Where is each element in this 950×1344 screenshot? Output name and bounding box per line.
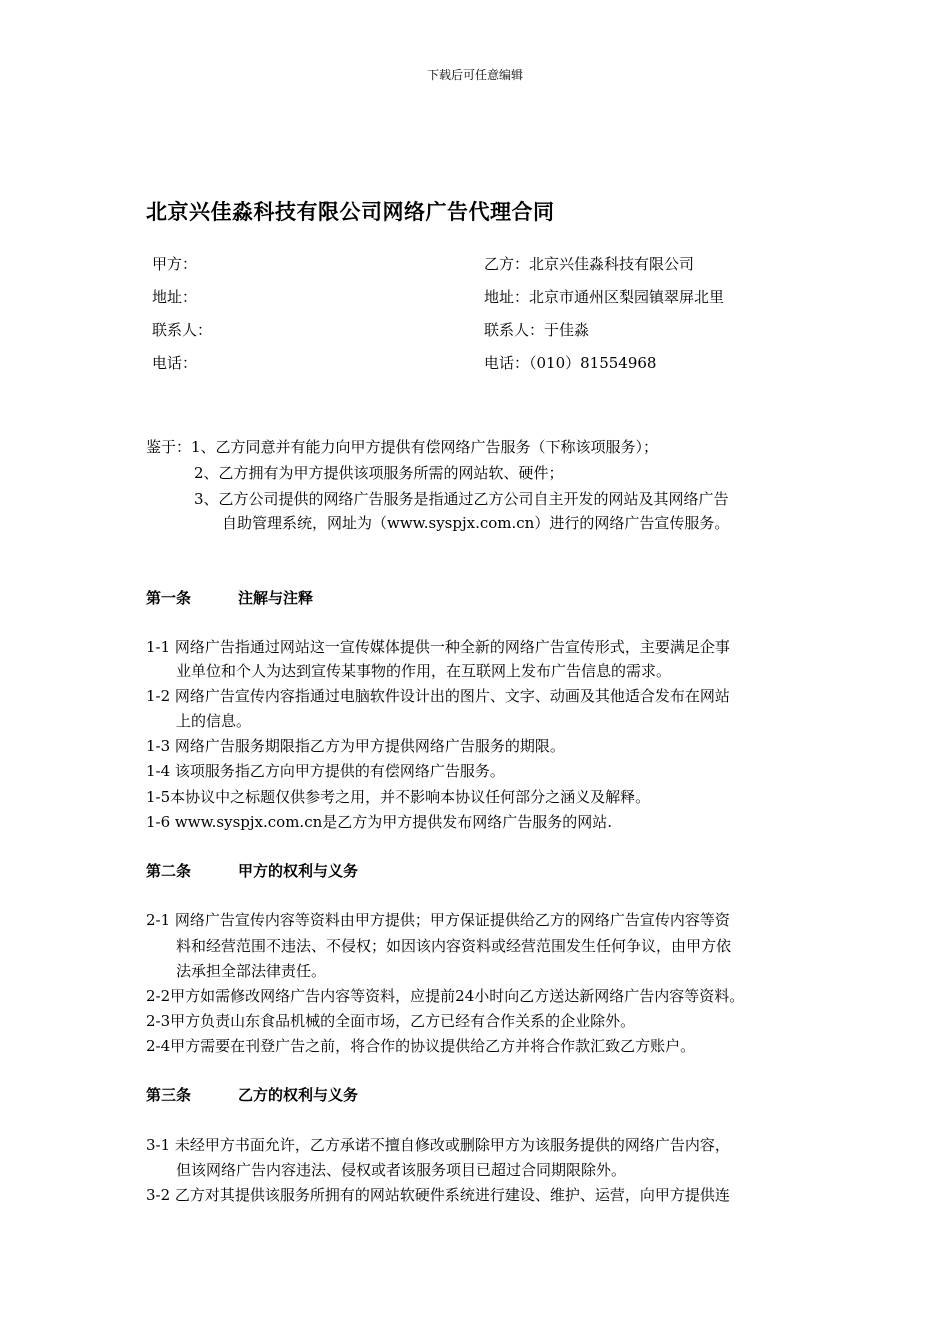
clause-line: 料和经营范围不违法、不侵权；如因该内容资料或经营范围发生任何争议，由甲方依: [176, 937, 732, 955]
clause-line: 1-3 网络广告服务期限指乙方为甲方提供网络广告服务的期限。: [146, 737, 565, 755]
section-heading: [146, 587, 314, 608]
party-row: [0, 286, 950, 306]
party-row: [0, 352, 950, 372]
party-a-label: 甲方：: [152, 255, 198, 273]
clause-line: 1-6 www.syspjx.com.cn是乙方为甲方提供发布网络广告服务的网站.: [146, 813, 613, 831]
clause-line: 业单位和个人为达到宣传某事物的作用，在互联网上发布广告信息的需求。: [176, 662, 672, 680]
clause-line: 2-1 网络广告宣传内容等资料由甲方提供；甲方保证提供给乙方的网络广告宣传内容等资: [146, 911, 730, 929]
recital-line: 鉴于：1、乙方同意并有能力向甲方提供有偿网络广告服务（下称该项服务）；: [146, 438, 659, 456]
header-note: 下载后可任意编辑: [426, 68, 523, 82]
party-row: [0, 253, 950, 273]
recital-line: 3、乙方公司提供的网络广告服务是指通过乙方公司自主开发的网站及其网络广告: [194, 490, 729, 508]
section-title: 乙方的权利与义务: [238, 1086, 359, 1104]
clause-line: 1-5本协议中之标题仅供参考之用，并不影响本协议任何部分之涵义及解释。: [146, 788, 651, 806]
clause-line: 2-3甲方负责山东食品机械的全面市场，乙方已经有合作关系的企业除外。: [146, 1012, 636, 1030]
clause-line: 法承担全部法律责任。: [176, 962, 327, 980]
party-a-phone: 电话：: [152, 354, 198, 372]
clause-line: 1-1 网络广告指通过网站这一宣传媒体提供一种全新的网络广告宣传形式，主要满足企事: [146, 638, 730, 656]
party-row: [0, 319, 950, 339]
recital-line: 2、乙方拥有为甲方提供该项服务所需的网站软、硬件；: [194, 464, 564, 482]
section-heading: [146, 1084, 359, 1105]
section-title: 甲方的权利与义务: [238, 862, 359, 880]
document-title: 北京兴佳淼科技有限公司网络广告代理合同: [146, 200, 555, 224]
clause-line: 3-1 未经甲方书面允许，乙方承诺不擅自修改或删除甲方为该服务提供的网络广告内容，: [146, 1136, 730, 1154]
section-number: 第二条: [146, 862, 192, 880]
clause-line: 2-2甲方如需修改网络广告内容等资料，应提前24小时向乙方送达新网络广告内容等资料。: [146, 987, 745, 1005]
clause-line: 1-2 网络广告宣传内容指通过电脑软件设计出的图片、文字、动画及其他适合发布在网站: [146, 687, 730, 705]
section-title: 注解与注释: [238, 589, 314, 607]
party-b-name: 乙方：北京兴佳淼科技有限公司: [484, 255, 695, 273]
section-number: 第一条: [146, 589, 192, 607]
recital-line: 自助管理系统，网址为（www.syspjx.com.cn）进行的网络广告宣传服务。: [222, 514, 730, 532]
clause-line: 3-2 乙方对其提供该服务所拥有的网站软硬件系统进行建设、维护、运营，向甲方提供连: [146, 1186, 730, 1204]
section-heading: [146, 860, 359, 881]
party-a-address: 地址：: [152, 288, 198, 306]
clause-line: 上的信息。: [176, 712, 252, 730]
party-b-address: 地址：北京市通州区梨园镇翠屏北里: [484, 288, 725, 306]
party-b-contact: 联系人：于佳淼: [484, 321, 590, 339]
party-a-contact: 联系人：: [152, 321, 213, 339]
section-number: 第三条: [146, 1086, 192, 1104]
clause-line: 2-4甲方需要在刊登广告之前，将合作的协议提供给乙方并将合作款汇致乙方账户。: [146, 1037, 696, 1055]
clause-line: 但该网络广告内容违法、侵权或者该服务项目已超过合同期限除外。: [176, 1161, 627, 1179]
clause-line: 1-4 该项服务指乙方向甲方提供的有偿网络广告服务。: [146, 762, 505, 780]
party-b-phone: 电话：（010）81554968: [484, 354, 657, 372]
